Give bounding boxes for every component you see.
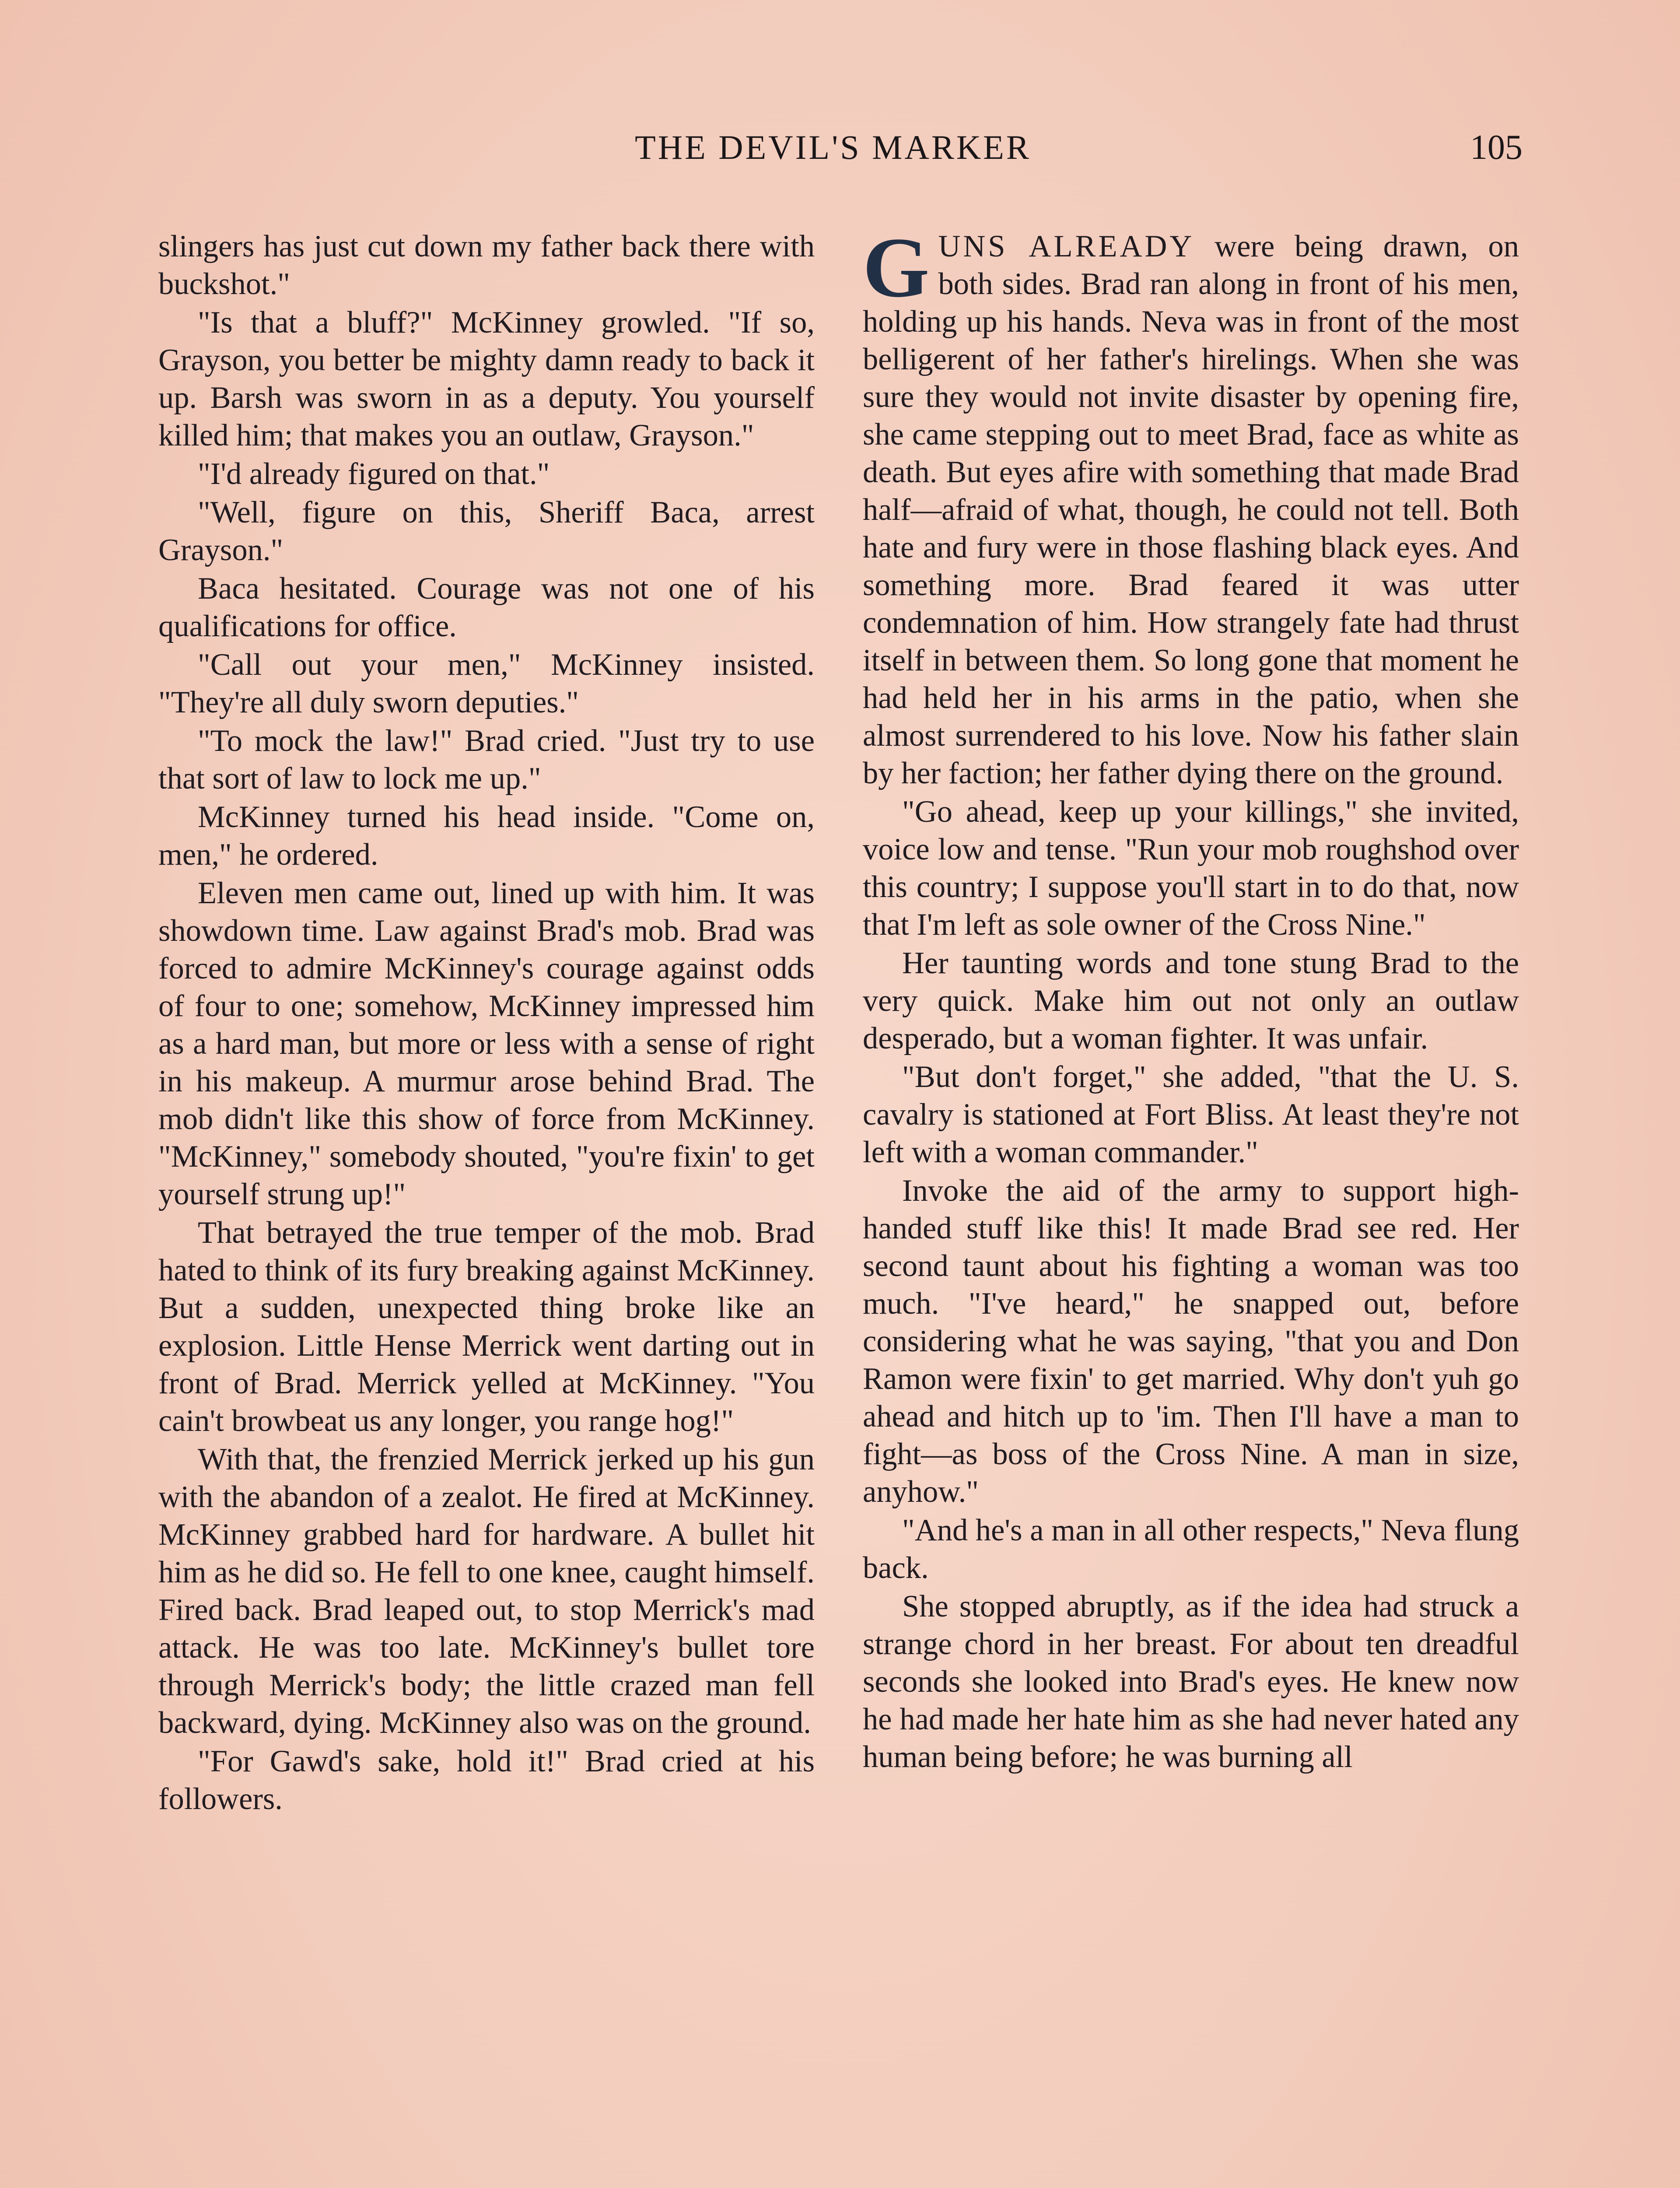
paragraph: "And he's a man in all other respects," Neva flung back. — [863, 1513, 1519, 1585]
opening-text: were being drawn, on both sides. Brad ran along in front of his men, holding up his hands. Neva was in front of the most belligerent of her father's hirelings. When she was sure they would not invite disaster by opening fire, she came stepping out to meet Brad, face as white as death. But eyes afire with something that made Brad half—afraid of what, though, he could not tell. Both hate and fury were in those flashing black eyes. And something more. Brad feared it was utter condemnation of him. How strangely fate had thrust itself in between them. So long gone that moment he had held her in his arms in the patio, when she almost surrendered to his love. Now his father slain by her faction; her father dying there on the ground. — [863, 229, 1519, 790]
paragraph: Eleven men came out, lined up with him. It was showdown time. Law against Brad's mob. Brad was forced to admire McKinney's courage against odds of four to one; somehow, McKinney impressed him as a hard man, but more or less with a sense of right in his makeup. A murmur arose behind Brad. The mob didn't like this show of force from McKinney. "McKinney," somebody shouted, "you're fixin' to get yourself strung up!" — [158, 876, 815, 1211]
paragraph: That betrayed the true temper of the mob. Brad hated to think of its fury breaking against McKinney. But a sudden, unexpected thing broke like an explosion. Little Hense Merrick went darting out in front of Brad. Merrick yelled at McKinney. "You cain't browbeat us any longer, you range hog!" — [158, 1216, 815, 1438]
page-number: 105 — [1470, 128, 1522, 167]
paragraph: Baca hesitated. Courage was not one of his qualifications for office. — [158, 572, 815, 643]
opening-caps: UNS ALREADY — [938, 229, 1195, 263]
running-title: THE DEVIL'S MARKER — [635, 128, 1031, 166]
opening-paragraph — [863, 220, 1519, 792]
paragraph: Invoke the aid of the army to support high-handed stuff like this! It made Brad see red. Her second taunt about his fighting a woman was too much. "I've heard," he snapped out, before considering what he was saying, "that you and Don Ramon were fixin' to get married. Why don't yuh go ahead and hitch up to 'im. Then I'll have a man to fight—as boss of the Cross Nine. A man in size, anyhow." — [863, 1174, 1519, 1509]
paragraph: Her taunting words and tone stung Brad to the very quick. Make him out not only an outlaw desperado, but a woman fighter. It was unfair. — [863, 946, 1519, 1055]
paragraph: "I'd already figured on that." — [198, 457, 550, 491]
paragraph: "For Gawd's sake, hold it!" Brad cried at his followers. — [158, 1744, 815, 1816]
paragraph: slingers has just cut down my father back there with buckshot." — [158, 229, 815, 301]
paragraph: "To mock the law!" Brad cried. "Just try to use that sort of law to lock me up." — [158, 724, 815, 796]
paragraph: "But don't forget," she added, "that the U. S. cavalry is stationed at Fort Bliss. At least they're not left with a woman commander." — [863, 1060, 1519, 1169]
paragraph: "Well, figure on this, Sheriff Baca, arrest Grayson." — [158, 495, 815, 567]
left-column — [158, 228, 815, 2188]
paragraph: "Go ahead, keep up your killings," she invited, voice low and tense. "Run your mob roughshod over this country; I suppose you'll start in to do that, now that I'm left as sole owner of the Cross Nine." — [863, 795, 1519, 942]
paragraph: She stopped abruptly, as if the idea had struck a strange chord in her breast. For about ten dreadful seconds she looked into Brad's eyes. He knew now he had made her hate him as she had never hated any human being before; he was burning all — [863, 1589, 1519, 1774]
paragraph: With that, the frenzied Merrick jerked up his gun with the abandon of a zealot. He fired at McKinney. McKinney grabbed hard for hardware. A bullet hit him as he did so. He fell to one knee, caught himself. Fired back. Brad leaped out, to stop Merrick's mad attack. He was too late. McKinney's bullet tore through Merrick's body; the little crazed man fell backward, dying. McKinney also was on the ground. — [158, 1442, 815, 1740]
paragraph: McKinney turned his head inside. "Come on, men," he ordered. — [158, 800, 815, 872]
paragraph: "Call out your men," McKinney insisted. "They're all duly sworn deputies." — [158, 648, 815, 719]
right-column — [863, 220, 1519, 2188]
drop-cap: G — [863, 220, 930, 315]
paragraph: "Is that a bluff?" McKinney growled. "If so, Grayson, you better be mighty damn ready to back it up. Barsh was sworn in as a deputy. You yourself killed him; that makes you an outlaw, Grayson." — [158, 305, 815, 452]
